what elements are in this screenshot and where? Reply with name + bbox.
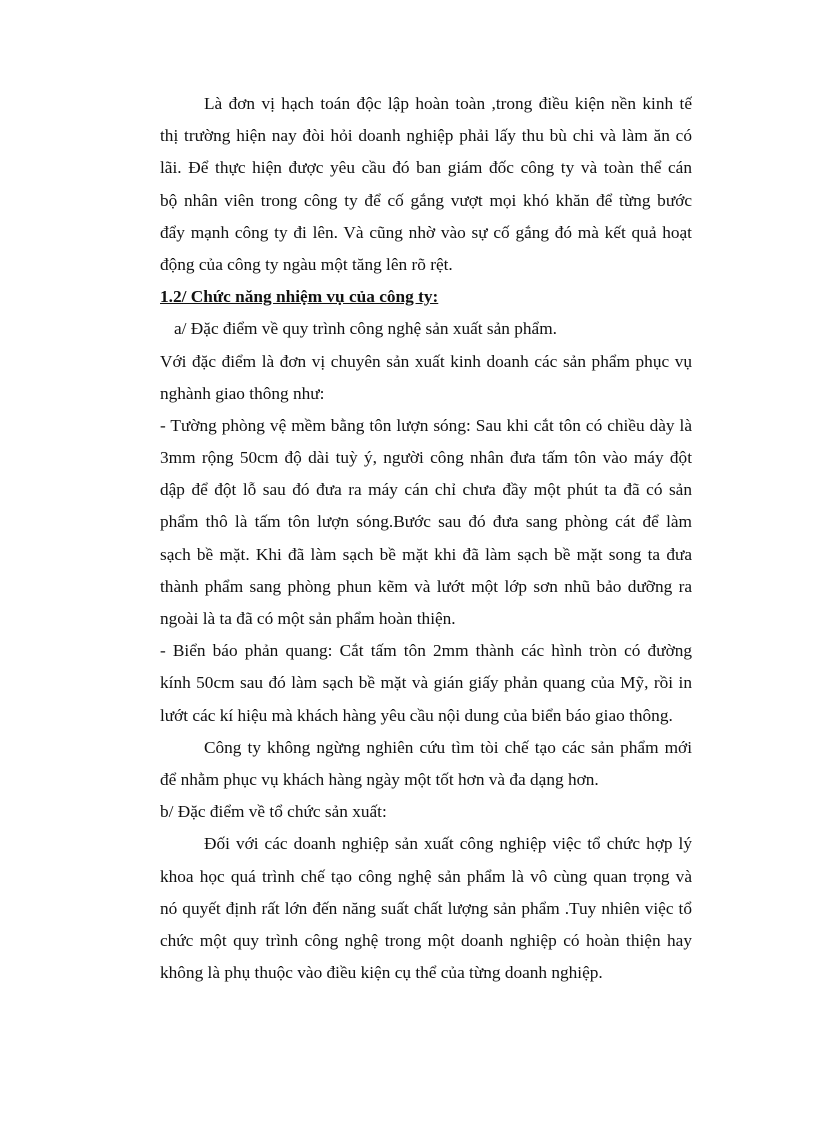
paragraph-a-intro [160, 346, 692, 410]
text-line: nó quyết định rất lớn đến năng suất chất lượng sản phẩm .Tuy nhiên việc tổ [160, 898, 692, 918]
subheading-b: b/ Đặc điểm về tổ chức sản xuất: [160, 802, 387, 822]
text-line: phẩm thô là tấm tôn lượn sóng.Bước sau đó đưa sang phòng cát để làm [160, 512, 692, 532]
text-line: - Tường phòng vệ mềm bằng tôn lượn sóng: Sau khi cắt tôn có chiều dày là [160, 415, 692, 435]
text-line: Đối với các doanh nghiệp sản xuất công nghiệp việc tổ chức hợp lý [204, 834, 692, 854]
text-line: Công ty không ngừng nghiên cứu tìm tòi chế tạo các sản phẩm mới [204, 737, 692, 757]
text-line: thành phẩm sang phòng phun kẽm và lướt một lớp sơn nhũ bảo dưỡng ra [160, 576, 692, 596]
text-line: lướt các kí hiệu mà khách hàng yêu cầu nội dung của biển báo giao thông. [160, 705, 673, 725]
document-page [160, 88, 692, 989]
text-line: dập để đột lỗ sau đó đưa ra máy cán chỉ chưa đầy một phút ta đã có sản [160, 480, 692, 500]
text-line: ngoài là ta đã có một sản phẩm hoàn thiện. [160, 609, 456, 628]
text-line: 3mm rộng 50cm độ dài tuỳ ý, người công nhân đưa tấm tôn vào máy đột [160, 448, 692, 468]
text-line: nghành giao thông như: [160, 383, 325, 403]
text-line: sạch bề mặt. Khi đã làm sạch bề mặt khi đã làm sạch bề mặt song ta đưa [160, 544, 692, 564]
bullet-reflective-sign [160, 635, 692, 732]
text-line: đẩy mạnh công ty đi lên. Và cũng nhờ vào sự cố gắng đó mà kết quả hoạt [160, 222, 692, 242]
text-line: để nhằm phục vụ khách hàng ngày một tốt hơn và đa dạng hơn. [160, 769, 599, 789]
bullet-guardrail [160, 410, 692, 635]
research-paragraph [160, 732, 692, 796]
text-line: thị trường hiện nay đòi hỏi doanh nghiệp phải lấy thu bù chi và làm ăn có [160, 126, 692, 146]
text-line: Với đặc điểm là đơn vị chuyên sản xuất kinh doanh các sản phẩm phục vụ [160, 351, 692, 371]
text-line: - Biển báo phản quang: Cắt tấm tôn 2mm thành các hình tròn có đường [160, 641, 692, 661]
text-line: khoa học quá trình chế tạo công nghệ sản phẩm là vô cùng quan trọng và [160, 866, 692, 886]
text-line: không là phụ thuộc vào điều kiện cụ thể của từng doanh nghiệp. [160, 963, 603, 983]
text-line: động của công ty ngàu một tăng lên rõ rệt. [160, 254, 453, 274]
text-line: chức một quy trình công nghệ trong một doanh nghiệp có hoàn thiện hay [160, 930, 692, 950]
text-line: Là đơn vị hạch toán độc lập hoàn toàn ,trong điều kiện nền kinh tế [204, 94, 692, 113]
subheading-a: a/ Đặc điểm về quy trình công nghệ sản xuất sản phẩm. [174, 319, 557, 339]
text-line: bộ nhân viên trong công ty để cố gắng vượt mọi khó khăn để từng bước [160, 190, 692, 210]
text-line: lãi. Để thực hiện được yêu cầu đó ban giám đốc công ty và toàn thể cán [160, 158, 692, 178]
intro-paragraph [160, 88, 692, 281]
section-heading: 1.2/ Chức năng nhiệm vụ của công ty: [160, 287, 439, 307]
paragraph-b [160, 828, 692, 989]
text-line: kính 50cm sau đó làm sạch bề mặt và gián giấy phản quang của Mỹ, rồi in [160, 673, 692, 693]
